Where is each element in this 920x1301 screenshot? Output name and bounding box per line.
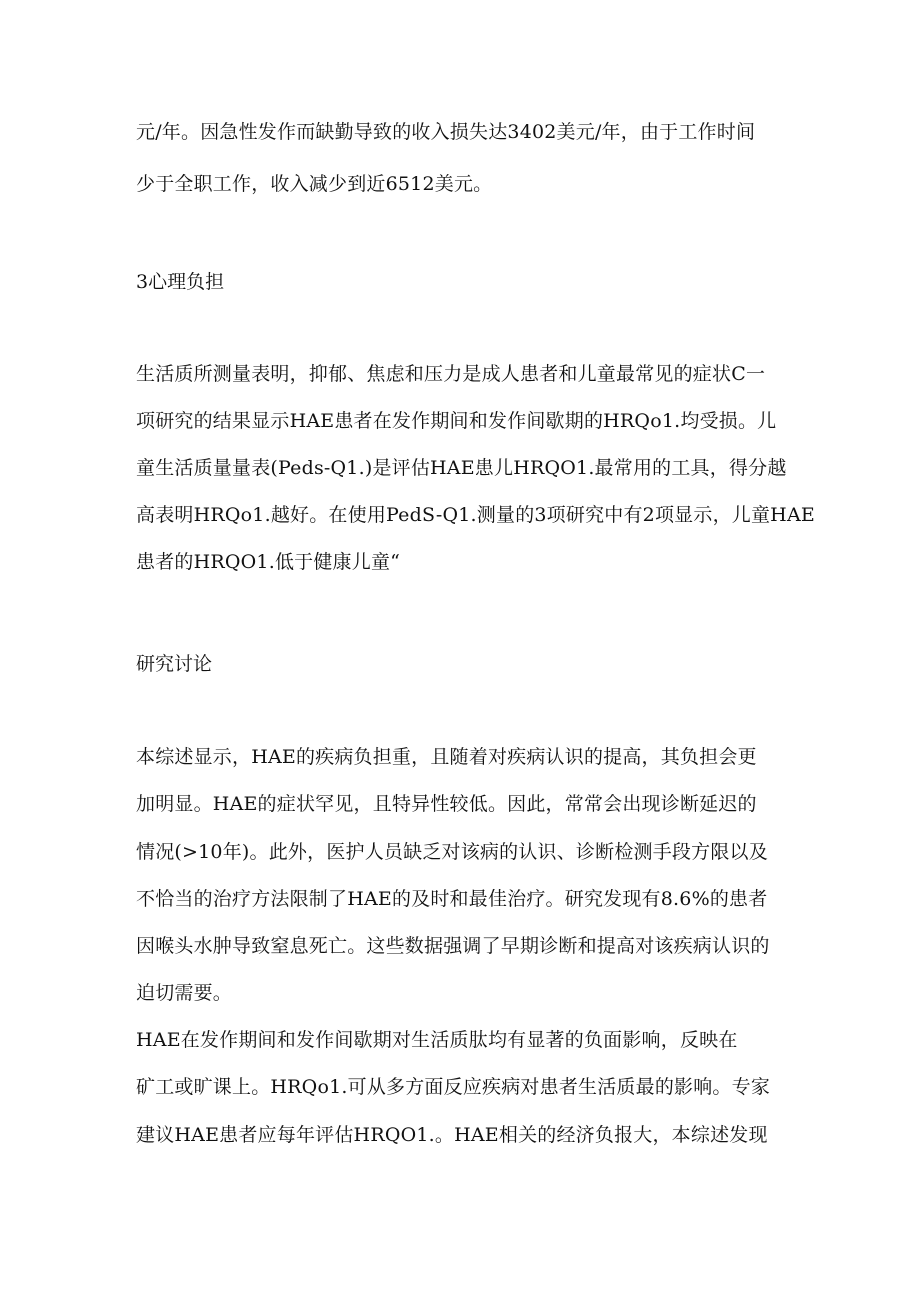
paragraph-line: 不恰当的治疗方法限制了HAE的及时和最佳治疗。研究发现有8.6%的患者 (136, 888, 768, 910)
paragraph-line: 患者的HRQO1.低于健康儿童“ (136, 551, 401, 573)
paragraph-line: 迫切需要。 (136, 982, 233, 1004)
section-heading-discussion: 研究讨论 (136, 653, 213, 675)
paragraph-line: 矿工或旷课上。HRQo1.可从多方面反应疾病对患者生活质最的影响。专家 (136, 1076, 771, 1098)
paragraph-line: 情况(>10年)。此外，医护人员缺乏对该病的认识、诊断检测手段方限以及 (136, 841, 768, 863)
paragraph-line: 因喉头水肿导致窒息死亡。这些数据强调了早期诊断和提高对该疾病认识的 (136, 935, 770, 957)
paragraph-line: 加明显。HAE的症状罕见，且特异性较低。因此，常常会出现诊断延迟的 (136, 793, 757, 815)
paragraph-line: HAE在发作期间和发作间歇期对生活质肽均有显著的负面影响，反映在 (136, 1029, 738, 1051)
paragraph-line: 童生活质量量表(Peds-Q1.)是评估HAE患儿HRQO1.最常用的工具，得分越 (136, 457, 787, 479)
paragraph-line: 生活质所测量表明，抑郁、焦虑和压力是成人患者和儿童最常见的症状C一 (136, 363, 766, 385)
paragraph-line: 项研究的结果显示HAE患者在发作期间和发作间歇期的HRQo1.均受损。儿 (136, 410, 777, 432)
section-heading-psychological-burden: 3心理负担 (136, 271, 225, 293)
paragraph-line: 建议HAE患者应每年评估HRQO1.。HAE相关的经济负报大，本综述发现 (136, 1124, 768, 1146)
paragraph-line: 少于全职工作，收入减少到近6512美元。 (136, 173, 493, 195)
paragraph-line: 本综述显示，HAE的疾病负担重，且随着对疾病认识的提高，其负担会更 (136, 746, 757, 768)
paragraph-line: 元/年。因急性发作而缺勤导致的收入损失达3402美元/年，由于工作时间 (136, 121, 756, 143)
paragraph-line: 高表明HRQo1.越好。在使用PedS-Q1.测量的3项研究中有2项显示，儿童HAE (136, 504, 815, 526)
